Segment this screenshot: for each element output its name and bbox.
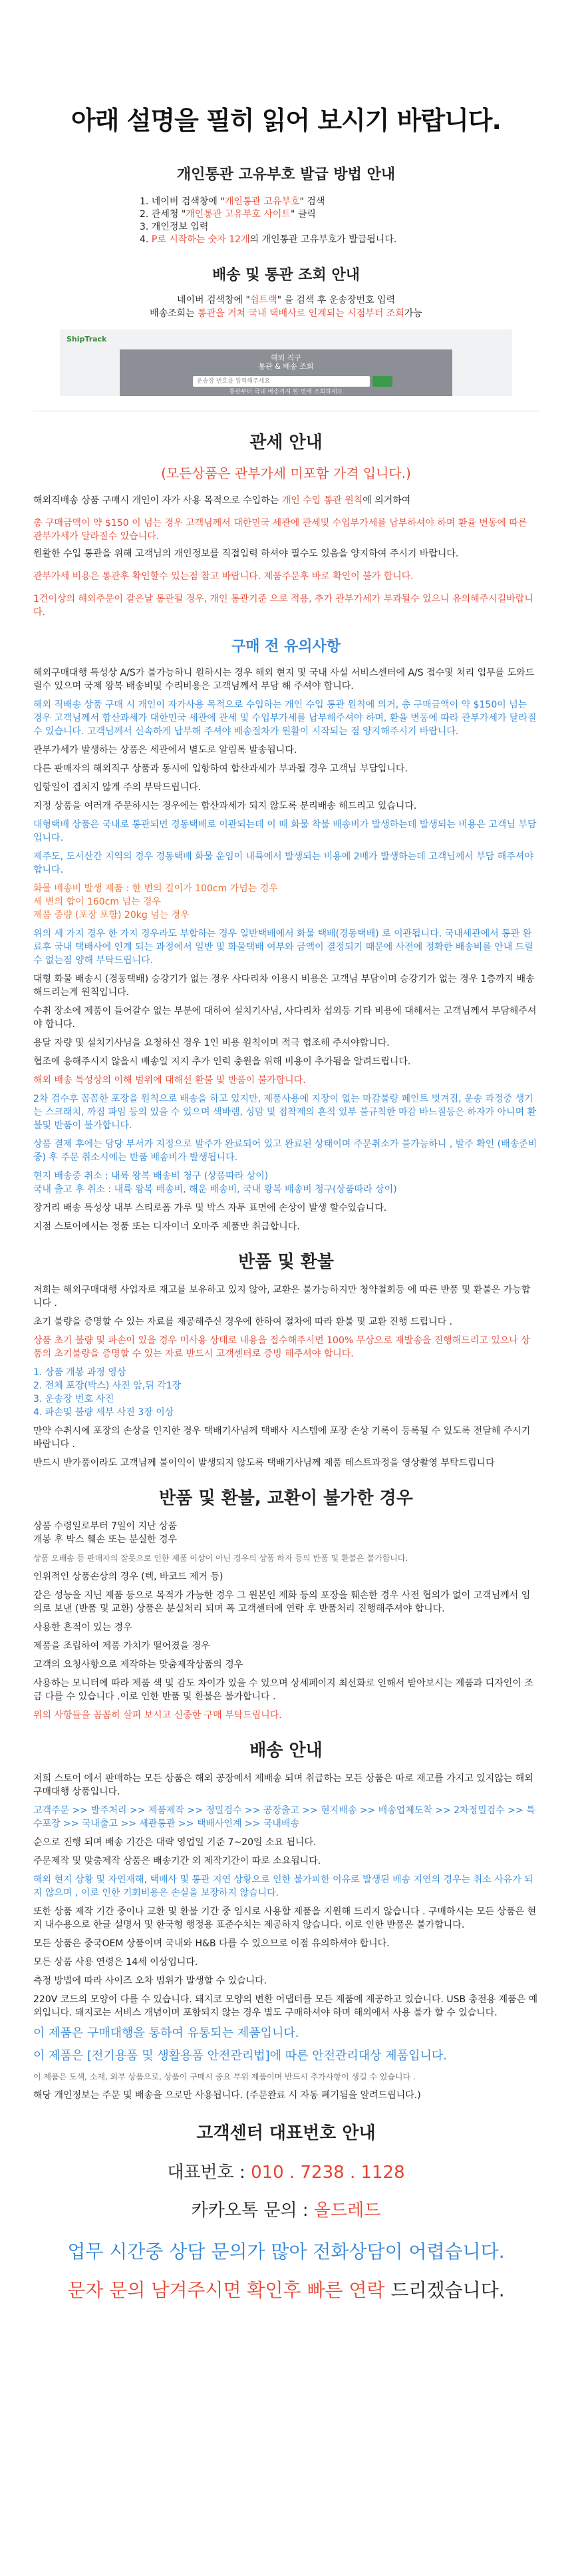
shiptrack-logo: ShipTrack <box>67 335 107 343</box>
notice-para-20: 지점 스토어에서는 정품 또는 디자이너 오마주 제품만 취급합니다. <box>33 1221 300 1232</box>
delivery-para-2: 고객주문 >> 발주처리 >> 제품제작 >> 정밀검수 >> 공장출고 >> 현지배송 >> 배송업체도착 >> 2차정밀검수 >> 특수포장 >> 국내출고 >> 세관통관 >> 택배사인계 >> 국내배송 <box>33 1805 535 1829</box>
no_refund-para-7: 고객의 요청사항으로 제작하는 맞춤제작상품의 경우 <box>33 1659 243 1670</box>
returns-body <box>33 1283 539 1470</box>
notice-para-11: 대형 화물 배송시 (경동택배) 승강기가 없는 경우 사다리차 이용시 비용은 고객님 부담이며 승강기가 없는 경우 1층까지 배송해드리는게 원칙입니다. <box>33 974 535 998</box>
delivery-para-11: 이 제품은 구매대행을 통하여 유통되는 제품입니다. <box>33 2026 299 2040</box>
notice-para-17: 상품 결제 후에는 담당 부서가 지정으로 발주가 완료되어 있고 완료된 상태이며 주문취소가 불가능하니 , 발주 확인 (배송준비중) 후 주문 취소시에는 반품 배송비가 발생됩니다. <box>33 1139 537 1163</box>
delivery-para-12: 이 제품은 [전기용품 및 생활용품 안전관리법]에 따른 안전관리대상 제품입니다. <box>33 2049 447 2063</box>
no_refund-para-9: 위의 사항들을 꼼꼼히 살펴 보시고 신중한 구매 부탁드립니다. <box>33 1710 282 1721</box>
no_refund-para-1: 상품 수령일로부터 7일이 지난 상품 개봉 후 박스 훼손 또는 분실한 경우 <box>33 1521 178 1545</box>
page-title: 아래 설명을 필히 읽어 보시기 바랍니다. <box>71 106 501 135</box>
returns-para-3: 상품 초기 불량 및 파손이 있을 경우 미사용 상태로 내용을 접수해주시면 100% 무상으로 재발송을 진행해드리고 있으나 상품의 초기불량을 증명할 수 있는 자료 반드시 고객센터로 증빙 해주셔야 합니다. <box>33 1335 530 1359</box>
tracking-title: 배송 및 통관 조회 안내 <box>212 267 360 284</box>
step-1: 1. 네이버 검색창에 "개인통관 고유부호" 검색 <box>140 196 325 207</box>
notice-para-10: 위의 세 가지 경우 한 가지 경우라도 부합하는 경우 일반택배에서 화물 택배(경동택배) 로 이관됩니다. 국내세관에서 통관 완료후 국내 택배사에 인계 되는 과정에서 일반 및 화물택배 여부와 금액이 결정되기 때문에 사전에 정확한 배송비를 안내 드릴수 없는점 양해 부탁드립니다. <box>33 929 533 966</box>
notice-para-8: 제주도, 도서산간 지역의 경우 경동택배 화물 운임이 내륙에서 발생되는 비용에 2배가 발생하는데 고객님께서 부담 해주셔야합니다. <box>33 851 533 875</box>
notice-para-1: 해외구매대행 특성상 A/S가 불가능하니 원하시는 경우 해외 현지 및 국내 사설 서비스센터에 A/S 접수및 처리 업무를 도와드릴수 있으며 국제 왕복 배송비및 수리비용은 고객님께서 부담 해 주셔야 합니다. <box>33 668 535 692</box>
no-refund-section <box>0 1484 572 1722</box>
kakao-line: 카카오톡 문의 : 올드레드 <box>191 2201 381 2221</box>
delivery-para-6: 또한 상품 제작 기간 중이나 교환 및 환불 기간 중 임시로 사용할 제품을 지원해 드리지 않습니다 . 구매하시는 모든 상품은 현지 내수용으로 한글 설명서 및 한국형 행정용 표준수치는 제공하지 않습니다. 이로 인한 반품은 불가합니다. <box>33 1906 537 1930</box>
shiptrack-subtitle: 통관부터 국내 배송까지 한 번에 조회하세요 <box>229 389 343 395</box>
notice-para-16: 2차 검수후 꼼꼼한 포장을 원칙으로 배송을 하고 있지만, 제품사용에 지장이 없는 마감불량 페인트 벗겨짐, 운송 과정중 생기는 스크래치, 까짐 파임 등의 있을 수 있으며 색바램, 싱맘 및 접착제의 흔적 있부 불규칙한 마감 바느질등은 하자가 아니며 환불및 반품이 불가합니다. <box>33 1094 537 1131</box>
no_refund-para-2: 상품 오배송 등 판매자의 잘못으로 인한 제품 이상이 아닌 경우의 상품 하자 등의 반품 및 환불은 불가합니다. <box>33 1554 408 1563</box>
delivery-para-8: 모든 상품 사용 연령은 14세 이상입니다. <box>33 1957 198 1968</box>
notice-para-4: 다른 판매자의 해외직구 상품과 동시에 입항하여 합산과세가 부과될 경우 고객님 부담입니다. <box>33 763 408 774</box>
delivery-para-9: 측정 방법에 따라 사이즈 오차 범위가 발생할 수 있습니다. <box>33 1976 267 1986</box>
delivery-para-3: 순으로 진행 되며 배송 기간은 대략 영업일 기준 7~20일 소요 됩니다. <box>33 1837 317 1848</box>
notice-para-6: 지정 상품을 여러개 주문하시는 경우에는 합산과세가 되지 않도록 분리배송 해드리고 있습니다. <box>33 801 417 811</box>
returns-section <box>0 1248 572 1470</box>
tax-para-3: 원활한 수입 통관을 위해 고객님의 개인정보를 직접입력 하셔야 필수도 있음을 양지하여 주시기 바랍니다. <box>33 548 459 559</box>
delivery-para-14: 해당 개인정보는 주문 및 배송을 으로만 사용됩니다. (주문완료 시 자동 폐기됨을 알려드립니다.) <box>33 2090 421 2101</box>
tax-body <box>33 494 539 619</box>
no_refund-para-6: 제품을 조립하여 제품 가치가 떨어졌을 경우 <box>33 1641 210 1651</box>
tax-title: 관세 안내 <box>249 433 323 453</box>
notice-para-2: 해외 직배송 상품 구매 시 개인이 자가사용 목적으로 수입하는 개인 수입 통관 원칙에 의거, 총 구매금액이 약 $150이 넘는 경우 고객님께서 합산과세가 대한민국 세관에 관세 및 수입부가세를 납부해주셔야 하며, 환율 변동에 따라 관부가세가 달라질 수 있습니다. 고객님께서 신속하게 납부해 주셔야 배송절차가 원활이 시작되는 점 양지해주시기 바랍니다. <box>33 700 537 737</box>
tax-subtitle: (모든상품은 관부가세 미포함 가격 입니다.) <box>161 465 411 481</box>
delivery-para-1: 저희 스토어 에서 판매하는 모든 상품은 해외 공장에서 제배송 되며 취급하는 모든 상품은 따로 재고를 가지고 있지않는 해외 구매대행 상품입니다. <box>33 1773 533 1797</box>
returns-para-1: 저희는 해외구매대행 사업자로 재고를 보유하고 있지 않아, 교환은 불가능하지만 청약철회등 에 따른 반품 및 환불은 가능합니다 . <box>33 1285 531 1309</box>
delivery-para-10: 220V 코드의 모양이 다를 수 있습니다. 돼지코 모양의 변환 어댑터를 모든 제품에 제공하고 있습니다. USB 충전용 제품은 예외입니다. 돼지코는 서비스 개념이며 포함되지 않는 경우 별도 구매하셔야 하며 해외에서 사용 불가 할 수 있습니다. <box>33 1994 538 2018</box>
delivery-title: 배송 안내 <box>249 1741 323 1761</box>
shiptrack-hero: 해외 직구 통관 & 배송 조회 운송장 번호를 입력해주세요 통관부터 국내 배송까지 한 번에 조회하세요 <box>120 349 452 396</box>
tax-section <box>0 429 572 619</box>
returns-para-5: 만약 수취시에 포장의 손상을 인지한 경우 택배기사님께 택배사 시스템에 포장 손상 기록이 등록될 수 있도록 전달해 주시기 바랍니다 . <box>33 1426 531 1450</box>
delivery-section <box>0 1737 572 2102</box>
notice-para-12: 수취 장소에 제품이 들어갈수 없는 부분에 대하여 설치기사님, 사다리차 섭외등 기타 비용에 대해서는 고객님께서 부담해주셔야 합니다. <box>33 1006 537 1030</box>
shiptrack-search-input[interactable]: 운송장 번호를 입력해주세요 <box>193 376 370 387</box>
no_refund-para-8: 사용하는 모니터에 따라 제품 색 및 감도 차이가 있을 수 있으며 상세페이지 최선화로 인해서 받아보시는 제품과 디자인이 조금 다를 수 있습니다 .이로 인한 반품 및 환불은 불가합니다 . <box>33 1678 533 1702</box>
kakao-id[interactable]: 올드레드 <box>313 2201 381 2221</box>
step-4: 4. P로 시작하는 숫자 12개의 개인통관 고유부호가 발급됩니다. <box>140 234 397 245</box>
notice-para-3: 관부가세가 발생하는 상품은 세관에서 별도로 알림톡 발송됩니다. <box>33 745 297 755</box>
returns-para-2: 초기 불량을 증명할 수 있는 자료를 제공해주신 경우에 한하여 절차에 따라 환불 및 교환 진행 드립니다 . <box>33 1317 453 1327</box>
tax-para-5: 1건이상의 해외주문이 같은날 통관될 경우, 개인 통관기준 으로 적용, 추가 관부가세가 부과될수 있으니 유의해주시길바랍니다. <box>33 594 533 618</box>
notice-para-7: 대형택배 상품은 국내로 통관되면 경동택배로 이관되는데 이 때 화물 착불 배송비가 발생하는데 발생되는 비용은 고객님 부담입니다. <box>33 819 537 843</box>
notice-para-9: 화물 배송비 발생 제품 : 한 변의 길이가 100cm 가넘는 경우 세 변의 합이 160cm 넘는 경우 제품 중량 (포장 포함) 20kg 넘는 경우 <box>33 883 278 921</box>
tracking-line-1: 네이버 검색창에 "쉽트랙" 을 검색 후 운송장번호 입력 <box>176 295 396 306</box>
customs-code-steps <box>140 196 432 246</box>
notice-para-13: 용달 자량 및 설치기사님을 요청하신 경우 1인 비용 원칙이며 적극 협조해 주셔야합니다. <box>33 1038 390 1048</box>
contact-section <box>0 2119 572 2302</box>
returns-para-4: 1. 상품 개봉 과정 영상 2. 전체 포장(박스) 사진 앞,뒤 각1장 3. 운송장 번호 사진 4. 파손및 불량 세부 사진 3장 이상 <box>33 1367 182 1418</box>
tax-para-2: 총 구매금액이 약 $150 이 넘는 경우 고객님께서 대한민국 세관에 관세및 수입부가세를 납부하셔야 하며 환율 변동에 따른 관부가세가 달라질수 있습니다. <box>33 518 527 542</box>
tax-para-1: 해외직배송 상품 구매시 개인이 자가 사용 목적으로 수입하는 개인 수입 통관 원칙에 의거하여 <box>33 495 411 506</box>
shiptrack-search-button[interactable] <box>372 376 392 387</box>
notice-body <box>33 666 539 1233</box>
notice-para-15: 해외 배송 특성상의 이해 범위에 대해선 환불 및 반품이 불가합니다. <box>33 1075 306 1086</box>
no_refund-para-3: 인위적인 상품손상의 경우 (텍, 바코드 제거 등) <box>33 1572 223 1582</box>
text-notice: 문자 문의 남겨주시면 확인후 빠른 연락 드리겠습니다. <box>67 2279 505 2301</box>
busy-notice: 업무 시간중 상담 문의가 많아 전화상담이 어렵습니다. <box>67 2241 505 2262</box>
returns-title: 반품 및 환불 <box>238 1252 334 1272</box>
notice-para-5: 입항일이 겹치지 않게 주의 부탁드립니다. <box>33 782 202 793</box>
customs-code-title: 개인통관 고유부호 발급 방법 안내 <box>176 166 396 183</box>
delivery-body <box>33 1772 539 2102</box>
no-refund-body <box>33 1520 539 1722</box>
no-refund-title: 반품 및 환불, 교환이 불가한 경우 <box>159 1488 413 1508</box>
notice-para-18: 현지 배송중 취소 : 내륙 왕복 배송비 청구 (상품따라 상이) 국내 출고 후 취소 : 내륙 왕복 배송비, 해운 배송비, 국내 왕복 배송비 청구(상품따라 상이) <box>33 1171 397 1195</box>
returns-para-6: 반드시 반가품이라도 고객님께 불이익이 발생되지 않도록 택배기사님께 제품 테스트과정을 영상촬영 부탁드립니다 <box>33 1458 495 1468</box>
no_refund-para-4: 같은 성능을 지닌 제품 등으로 목적가 가능한 경우 그 원본인 제화 등의 포장을 훼손한 경우 사전 협의가 없이 고객님께서 임의로 보낸 (반품 및 교환) 상품은 분실처리 되며 폭 고객센터에 연락 후 반품처리 진행해주셔야 합니다. <box>33 1590 531 1614</box>
tax-para-4: 관부가세 비용은 통관후 확인할수 있는점 참고 바랍니다. 제품주문후 바로 확인이 불가 합니다. <box>33 571 414 582</box>
step-3: 3. 개인정보 입력 <box>140 222 209 232</box>
tracking-line-2: 배송조회는 통관을 거쳐 국내 택배사로 인계되는 시점부터 조회가능 <box>150 308 422 319</box>
phone-line: 대표번호 : 010 . 7238 . 1128 <box>167 2163 405 2183</box>
delivery-para-5: 해외 현지 상황 및 자연재해, 택배사 및 통관 지연 상황으로 인한 불가피한 이유로 발생된 배송 지연의 경우는 취소 사유가 되지 않으며 , 이로 인한 기회비용은 손실을 보장하지 않습니다. <box>33 1874 533 1898</box>
delivery-para-7: 모든 상품은 중국OEM 상품이며 국내와 H&B 다를 수 있으므로 이점 유의하셔야 합니다. <box>33 1938 390 1949</box>
contact-title: 고객센터 대표번호 안내 <box>196 2123 376 2143</box>
delivery-para-4: 주문제작 및 맞춤제작 상품은 배송기간 외 제작기간이 따로 소요됩니다. <box>33 1856 321 1866</box>
notice-para-19: 장거리 배송 특성상 내부 스티로폼 가루 및 박스 자투 표면에 손상이 발생 할수있습니다. <box>33 1203 387 1213</box>
tracking-section <box>0 264 572 396</box>
notice-section <box>0 635 572 1233</box>
no_refund-para-5: 사용한 흔적이 있는 경우 <box>33 1622 132 1633</box>
notice-title: 구매 전 유의사항 <box>231 638 341 655</box>
shiptrack-banner[interactable] <box>60 329 512 396</box>
customs-code-section <box>0 163 572 246</box>
phone-number[interactable]: 010 . 7238 . 1128 <box>251 2163 405 2183</box>
notice-para-14: 협조에 응해주시지 않을시 배송일 지지 추가 인력 충원을 위해 비용이 추가됨을 알려드립니다. <box>33 1056 411 1067</box>
step-2: 2. 관세청 "개인통관 고유부호 사이트" 클릭 <box>140 209 316 220</box>
delivery-para-13: 이 제품은 도색, 소재, 외부 상품으로, 상품이 구매시 중요 부위 제품이며 반드시 추가사항이 생길 수 있습니다 . <box>33 2072 416 2081</box>
